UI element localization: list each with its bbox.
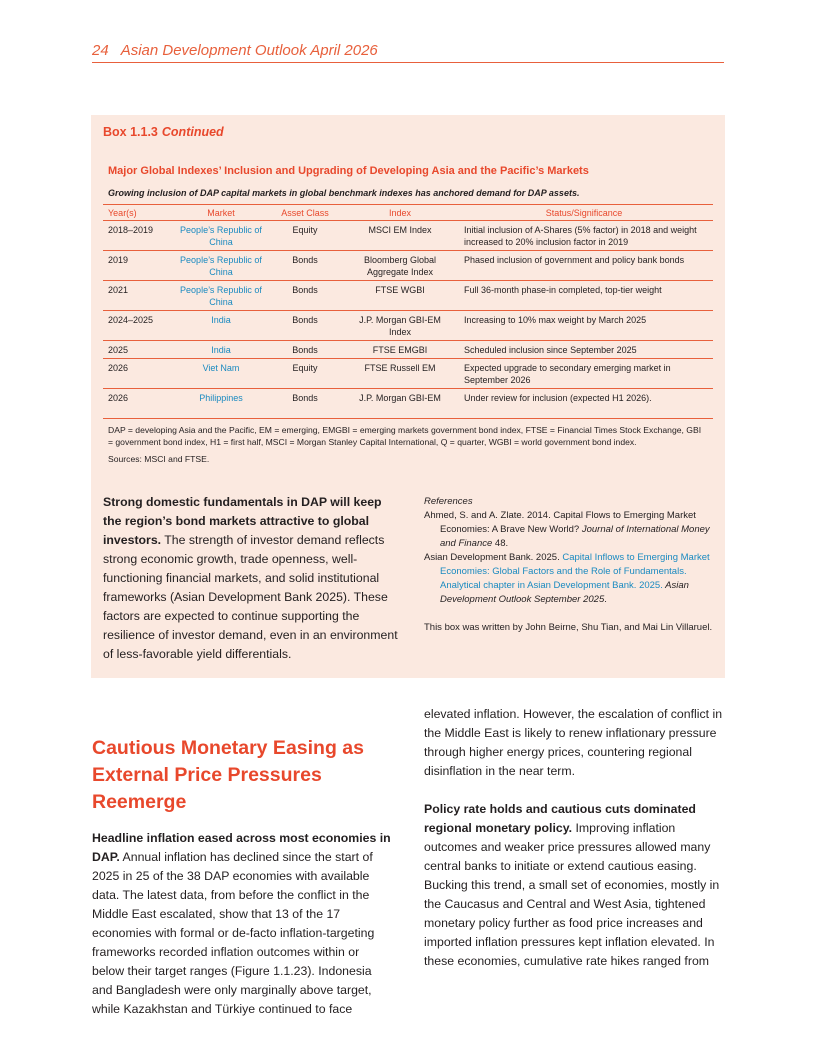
table-cell: India [177,341,265,359]
table-cell: FTSE Russell EM [345,359,455,389]
ref-text: Asian Development Bank. 2025. [423,552,563,563]
lead-in: Headline inflation eased across most economies in DAP. [92,831,391,864]
references-heading: References [423,496,473,507]
table-cell: Full 36-month phase-in completed, top-tier weight [455,281,713,311]
table-row [103,341,713,359]
table-row [103,281,713,311]
table-cell: Initial inclusion of A-Shares (5% factor) in 2018 and weight increased to 20% inclusion factor in 2019 [455,221,713,251]
section-monetary-easing [92,705,726,1019]
index-inclusion-table [103,204,713,419]
table-row [103,359,713,389]
box-1-1-3 [91,115,725,678]
table-row [103,251,713,281]
table-cell: J.P. Morgan GBI-EM [359,393,441,403]
body-text: Improving inflation outcomes and weaker price pressures allowed many central banks to initiate or extend cautious easing. Bucking this trend, a small set of economies, mostly in the Caucasus and Central and West Asia, tightened monetary policy further as food price increases and imported inflation pressures kept inflation elevated. In these economies, cumulative rate hikes ranged from [424,821,720,968]
reference-item [424,509,713,551]
table-cell: Bonds [265,311,345,341]
ref-text: 48. [492,538,509,549]
table-cell: Bonds [265,341,345,359]
table-cell: 2026 [103,359,177,389]
table-row [103,311,713,341]
table-cell: Expected upgrade to secondary emerging market in September 2026 [455,359,713,389]
page-number: 24 [92,42,109,59]
table-cell: People’s Republic of China [177,281,265,311]
table-cell: Phased inclusion of government and policy bank bonds [455,251,713,281]
table-cell: Bonds [265,251,345,281]
section-heading: Cautious Monetary Easing as External Price Pressures Reemerge [92,737,364,813]
table-cell: Equity [265,221,345,251]
table-cell: 2025 [103,341,177,359]
sources-note: Sources: MSCI and FTSE. [108,454,210,464]
table-cell: Bonds [292,393,318,403]
box-number: Box 1.1.3 [103,125,158,139]
table-cell: J.P. Morgan GBI-EM Index [345,311,455,341]
paragraph-policy-rate [424,800,726,971]
table-cell: 2018–2019 [103,221,177,251]
ref-text: . [604,594,607,605]
lead-in: Policy rate holds and cautious cuts dominated regional monetary policy. [424,802,696,835]
ref-journal: Journal of International Money and Finance [439,524,710,549]
col-header: Year(s) [103,205,177,221]
ref-journal: Asian Development Outlook September 2025 [439,580,689,605]
col-header: Status/Significance [455,205,713,221]
table-cell: Increasing to 10% max weight by March 2025 [455,311,713,341]
table-header-row [103,205,713,221]
ref-text: Ahmed, S. and A. Zlate. 2014. Capital Flows to Emerging Market Economies: A Brave New World? [423,510,696,535]
lead-in: Strong domestic fundamentals in DAP will keep the region’s bond markets attractive to global investors. [103,495,382,547]
right-column [424,705,726,1019]
references [424,493,713,664]
table-title: Major Global Indexes’ Inclusion and Upgrading of Developing Asia and the Pacific’s Markets [108,165,589,177]
table-cell: Bonds [265,281,345,311]
table-cell: 2026 [108,393,129,403]
table-cell: Philippines [199,393,243,403]
table-cell: MSCI EM Index [345,221,455,251]
box-lower-columns [103,493,713,664]
table-cell: Scheduled inclusion since September 2025 [455,341,713,359]
body-text: Annual inflation has declined since the start of 2025 in 25 of the 38 DAP economies with available data. The latest data, from before the conflict in the Middle East escalated, show that 13 of the 17 economies with formal or de-facto inflation-targeting frameworks recorded inflation outcomes within or below their target ranges (Figure 1.1.23). Indonesia and Bangladesh were only marginally above target, while Kazakhstan and Türkiye continued to face [92,850,375,1016]
ref-link[interactable]: Capital Inflows to Emerging Market Economies: Global Factors and the Role of Fundamentals. Analytical chapter in Asian Development Bank. 2025. [439,552,710,591]
col-header: Index [345,205,455,221]
table-cell: People’s Republic of China [177,221,265,251]
table-cell: Under review for inclusion (expected H1 2026). [464,393,652,403]
box-authors: This box was written by John Beirne, Shu Tian, and Mai Lin Villaruel. [423,622,713,633]
body-text: The strength of investor demand reflects strong economic growth, trade openness, well-functioning financial markets, and solid institutional frameworks (Asian Development Bank 2025). These factors are expected to continue supporting the resilience of investor demand, even in an environment of less-favorable yield differentials. [103,533,398,661]
abbreviations-note: DAP = developing Asia and the Pacific, EM = emerging, EMGBI = emerging markets government bond index, FTSE = Financial Times Stock Exchange, GBI = government bond index, H1 = first half, MSCI = Morgan Stanley Capital International, Q = quarter, WGBI = world government bond index. [108,425,702,447]
table-cell: Bloomberg Global Aggregate Index [345,251,455,281]
paragraph-continued: elevated inflation. However, the escalation of conflict in the Middle East is likely to renew inflationary pressure through higher energy prices, countering regional disinflation in the near term. [424,707,723,778]
table-cell: 2021 [103,281,177,311]
publication-title: Asian Development Outlook April 2026 [120,42,378,59]
running-header [92,42,724,63]
table-cell: FTSE WGBI [345,281,455,311]
box-label [103,125,713,140]
table-cell: FTSE EMGBI [345,341,455,359]
table-cell: 2019 [103,251,177,281]
col-header: Asset Class [265,205,345,221]
col-header: Market [177,205,265,221]
table-row [103,221,713,251]
table-cell: Viet Nam [177,359,265,389]
table-notes [108,424,708,465]
left-column [92,705,392,1019]
table-cell: India [177,311,265,341]
paragraph-inflation [92,829,392,1019]
box-continued: Continued [161,125,224,139]
table-cell: People’s Republic of China [177,251,265,281]
table-row [103,389,713,419]
table-cell: 2024–2025 [103,311,177,341]
box-paragraph [103,493,402,664]
table-subtitle: Growing inclusion of DAP capital markets in global benchmark indexes has anchored demand for DAP assets. [108,188,580,198]
table-cell: Equity [265,359,345,389]
reference-item [424,551,713,607]
